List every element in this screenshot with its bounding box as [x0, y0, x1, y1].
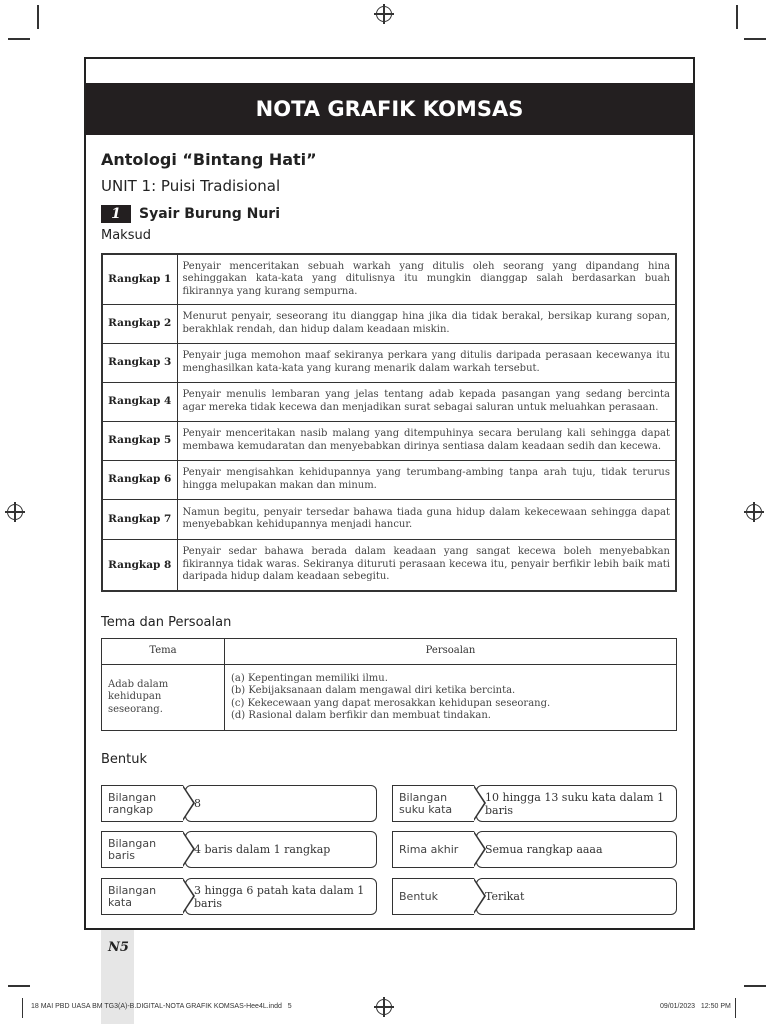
persoalan-item: (c) Kekecewaan yang dapat merosakkan kehidupan seseorang. — [231, 697, 551, 709]
tema-table — [101, 638, 677, 731]
page-title: NOTA GRAFIK KOMSAS — [86, 83, 693, 135]
crop-mark — [744, 38, 766, 40]
persoalan-item: (b) Kebijaksanaan dalam mengawal diri ketika bercinta. — [231, 685, 516, 696]
row-text: Penyair menceritakan nasib malang yang ditempuhinya secara berulang kali sehingga dapat membawa kemudaratan dan menyebabkan dirinya sentiasa dalam keadaan sedih dan kecewa. — [177, 421, 676, 460]
table-row — [102, 539, 676, 591]
crop-mark — [736, 5, 738, 29]
slug-divider — [735, 998, 736, 1018]
row-label: Rangkap 7 — [102, 499, 177, 539]
row-text: Menurut penyair, seseorang itu dianggap hina jika dia tidak berakal, bersikap kurang sopan, berakhlak rendah, dan hidup dalam keadaan miskin. — [177, 304, 676, 343]
bentuk-value: 3 hingga 6 patah kata dalam 1 baris — [185, 878, 377, 915]
table-row — [102, 304, 676, 343]
bentuk-label: Bilangan rangkap — [101, 785, 183, 822]
row-text: Penyair juga memohon maaf sekiranya perkara yang ditulis daripada perasaan kecewanya itu menghasilkan kata-kata yang kurang menarik dalam warkah tersebut. — [177, 343, 676, 382]
row-label: Rangkap 4 — [102, 382, 177, 421]
antologi-title: Antologi “Bintang Hati” — [101, 150, 317, 169]
row-text: Penyair menceritakan sebuah warkah yang ditulis oleh seorang yang dipandang hina sehinggakan kata-kata yang ditulisnya itu mungkin dianggap salah berdasarkan buah fikirannya yang kurang sempurna. — [177, 254, 676, 304]
registration-mark-icon — [376, 6, 392, 22]
bentuk-label: Rima akhir — [392, 831, 474, 868]
bentuk-value: Semua rangkap aaaa — [476, 831, 677, 868]
crop-mark — [37, 5, 39, 29]
bentuk-value: Terikat — [476, 878, 677, 915]
col-tema: Tema — [102, 639, 225, 665]
row-label: Rangkap 3 — [102, 343, 177, 382]
row-text: Penyair sedar bahawa berada dalam keadaan yang sangat kecewa boleh menyebabkan fikirannya tidak waras. Sekiranya dituruti perasaan kecewa itu, penyair berfikir lebih baik mati daripada hidup dalam keadaan sebegitu. — [177, 539, 676, 591]
poem-number: 1 — [101, 205, 131, 223]
crop-mark — [8, 985, 30, 987]
registration-mark-icon — [7, 504, 23, 520]
slug-filename: 18 MAI PBD UASA BM TG3(A)-B.DIGITAL-NOTA GRAFIK KOMSAS-Hee4L.indd 5 — [31, 1003, 292, 1010]
bentuk-value: 8 — [185, 785, 377, 822]
tema-text: Adab dalam kehidupan seseorang. — [102, 665, 225, 731]
row-text: Penyair menulis lembaran yang jelas tentang adab kepada pasangan yang sedang bercinta agar mereka tidak kecewa dan menjadikan surat sebagai saluran untuk meluahkan perasaan. — [177, 382, 676, 421]
page-number: N5 — [108, 940, 129, 955]
table-row — [102, 499, 676, 539]
table-row — [102, 382, 676, 421]
bentuk-heading: Bentuk — [101, 752, 148, 767]
row-label: Rangkap 5 — [102, 421, 177, 460]
row-label: Rangkap 8 — [102, 539, 177, 591]
row-text: Penyair mengisahkan kehidupannya yang terumbang-ambing tanpa arah tuju, tidak terurus hingga melupakan makan dan minum. — [177, 460, 676, 499]
bentuk-label: Bilangan baris — [101, 831, 183, 868]
poem-heading — [101, 205, 280, 223]
row-label: Rangkap 1 — [102, 254, 177, 304]
slug-datetime: 09/01/2023 12:50 PM — [660, 1003, 731, 1010]
bentuk-value: 10 hingga 13 suku kata dalam 1 baris — [476, 785, 677, 822]
row-label: Rangkap 2 — [102, 304, 177, 343]
tema-heading: Tema dan Persoalan — [101, 615, 232, 630]
table-row — [102, 421, 676, 460]
crop-mark — [744, 985, 766, 987]
persoalan-item: (a) Kepentingan memiliki ilmu. — [231, 672, 388, 684]
registration-mark-icon — [376, 999, 392, 1015]
persoalan-item: (d) Rasional dalam berfikir dan membuat tindakan. — [231, 710, 491, 721]
crop-mark — [8, 38, 30, 40]
table-row — [102, 343, 676, 382]
registration-mark-icon — [746, 504, 762, 520]
bentuk-label: Bilangan suku kata — [392, 785, 474, 822]
col-persoalan: Persoalan — [225, 639, 677, 665]
row-label: Rangkap 6 — [102, 460, 177, 499]
bentuk-value: 4 baris dalam 1 rangkap — [185, 831, 377, 868]
maksud-heading: Maksud — [101, 228, 151, 243]
poem-title: Syair Burung Nuri — [139, 206, 280, 222]
bentuk-label: Bilangan kata — [101, 878, 183, 915]
bentuk-label: Bentuk — [392, 878, 474, 915]
row-text: Namun begitu, penyair tersedar bahawa tiada guna hidup dalam kekecewaan sehingga dapat menyebabkan kehidupannya menjadi hancur. — [177, 499, 676, 539]
table-row — [102, 460, 676, 499]
unit-title: UNIT 1: Puisi Tradisional — [101, 177, 281, 195]
maksud-table — [101, 253, 677, 592]
slug-divider — [22, 998, 23, 1018]
table-row — [102, 254, 676, 304]
